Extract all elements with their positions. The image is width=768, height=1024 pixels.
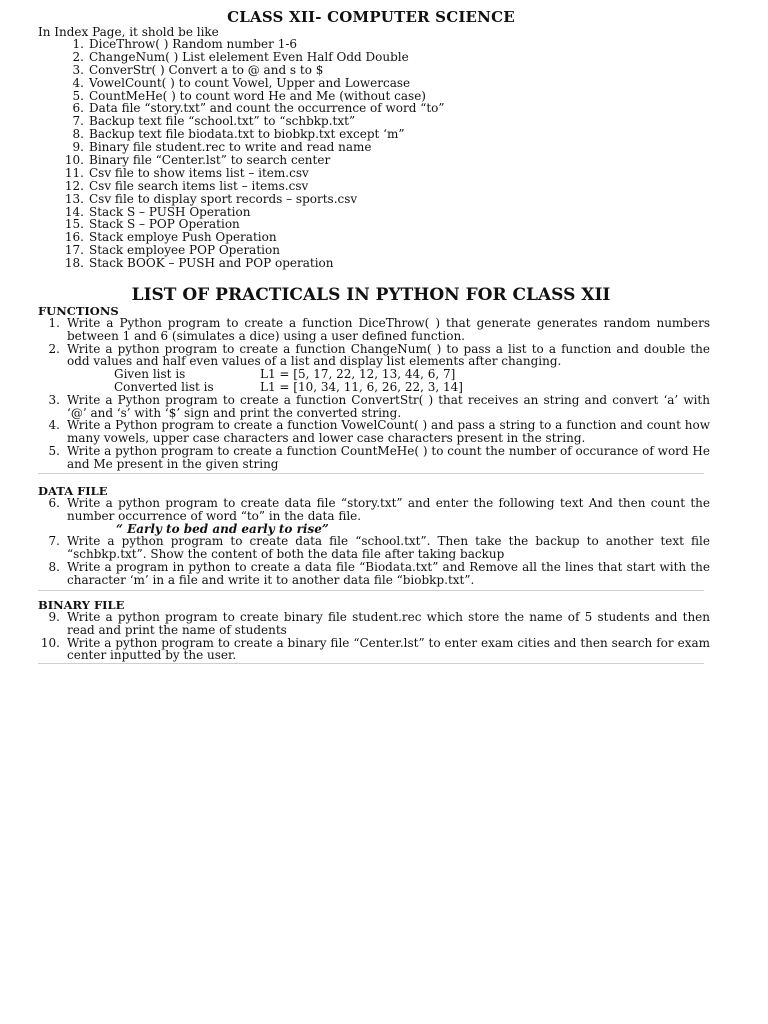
index-list — [58, 38, 445, 270]
list-item: 10. Binary file “Center.lst” to search center — [64, 153, 331, 168]
list-item: 9. Write a python program to create binary file student.rec which store the name of 5 students and then read and print the name of students — [48, 610, 710, 637]
list-item: 4. VowelCount( ) to count Vowel, Upper and Lowercase — [72, 75, 411, 90]
divider — [38, 473, 704, 474]
functions-list — [38, 317, 710, 471]
given-list-value: L1 = [5, 17, 22, 12, 13, 44, 6, 7] — [260, 367, 456, 382]
list-item: 18. Stack BOOK – PUSH and POP operation — [64, 256, 334, 271]
list-item: 4. Write a Python program to create a function VowelCount( ) and pass a string to a function and count how many vowels, upper case characters and lower case characters present in the string. — [48, 418, 710, 446]
functions-heading: FUNCTIONS — [38, 304, 119, 318]
list-item: 10. Write a python program to create a binary file “Center.lst” to enter exam cities and then search for exam center inputted by the user. — [40, 635, 710, 663]
list-item: 17. Stack employee POP Operation — [64, 243, 280, 258]
list-item: 1. DiceThrow( ) Random number 1-6 — [72, 37, 298, 51]
list-item: 2. Write a python program to create a function ChangeNum( ) to pass a list to a function and double the odd values and half even values of a list and display list elements after changing. Given list is L1 = [5, 17, 22, 12, 13, 44, 6, 7] Converted list is L1 = [10, 34, 11, 6, 26, 22, 3, 14] — [48, 341, 710, 394]
list-item: 3. Write a Python program to create a function ConvertStr( ) that receives an string and convert ‘a’ with ‘@’ and ‘s’ with ‘$’ sign and print the converted string. — [48, 392, 710, 420]
data-file-heading: DATA FILE — [38, 484, 108, 498]
list-item: 7. Write a python program to create data file “school.txt”. Then take the backup to another text file “schbkp.txt”. Show the content of both the data file after taking backup — [48, 534, 710, 562]
list-item: 5. Write a python program to create a function CountMeHe( ) to count the number of occurance of word He and Me present in the given string — [48, 443, 710, 471]
list-item: 6. Data file “story.txt” and count the occurrence of word “to” — [72, 101, 445, 116]
list-item: 11. Csv file to show items list – item.csv — [64, 165, 309, 180]
quote-text: “ Early to bed and early to rise” — [116, 521, 329, 536]
list-item: 15. Stack S – POP Operation — [64, 217, 240, 232]
binary-file-heading: BINARY FILE — [38, 598, 125, 612]
index-intro: In Index Page, it shold be like — [38, 25, 219, 39]
list-item: 6. Write a python program to create data file “story.txt” and enter the following text And then count the number occurrence of word “to” in the data file. “ Early to bed and early to rise” — [48, 496, 710, 536]
list-item: 13. Csv file to display sport records – sports.csv — [64, 191, 358, 206]
list-item: 1. Write a Python program to create a function DiceThrow( ) that generate generates random numbers between 1 and 6 (simulates a dice) using a user defined function. — [48, 316, 710, 343]
practicals-title: LIST OF PRACTICALS IN PYTHON FOR CLASS XII — [131, 285, 611, 305]
list-item: 8. Write a program in python to create a data file “Biodata.txt” and Remove all the lines that start with the character ‘m’ in a file and write it to another data file “biobkp.txt”. — [48, 559, 710, 587]
list-item: 3. ConverStr( ) Convert a to @ and s to $ — [72, 62, 324, 77]
converted-list-value: L1 = [10, 34, 11, 6, 26, 22, 3, 14] — [260, 379, 463, 394]
list-item: 14. Stack S – PUSH Operation — [64, 204, 251, 219]
list-item: 5. CountMeHe( ) to count word He and Me (without case) — [72, 88, 426, 103]
list-item: 16. Stack employe Push Operation — [64, 230, 277, 245]
divider — [38, 590, 704, 591]
binary-file-list — [38, 611, 710, 662]
list-item: 8. Backup text file biodata.txt to biobkp.txt except ‘m” — [72, 127, 405, 142]
data-file-list — [38, 497, 710, 587]
converted-list-label: Converted list is — [114, 379, 214, 394]
divider — [38, 663, 704, 664]
list-item: 2. ChangeNum( ) List elelement Even Half Odd Double — [72, 49, 409, 64]
list-item: 12. Csv file search items list – items.csv — [64, 178, 309, 193]
list-item: 9. Binary file student.rec to write and read name — [72, 140, 372, 155]
list-item: 7. Backup text file “school.txt” to “schbkp.txt” — [72, 114, 356, 129]
given-list-label: Given list is — [114, 367, 186, 382]
index-title: CLASS XII- COMPUTER SCIENCE — [227, 8, 515, 26]
